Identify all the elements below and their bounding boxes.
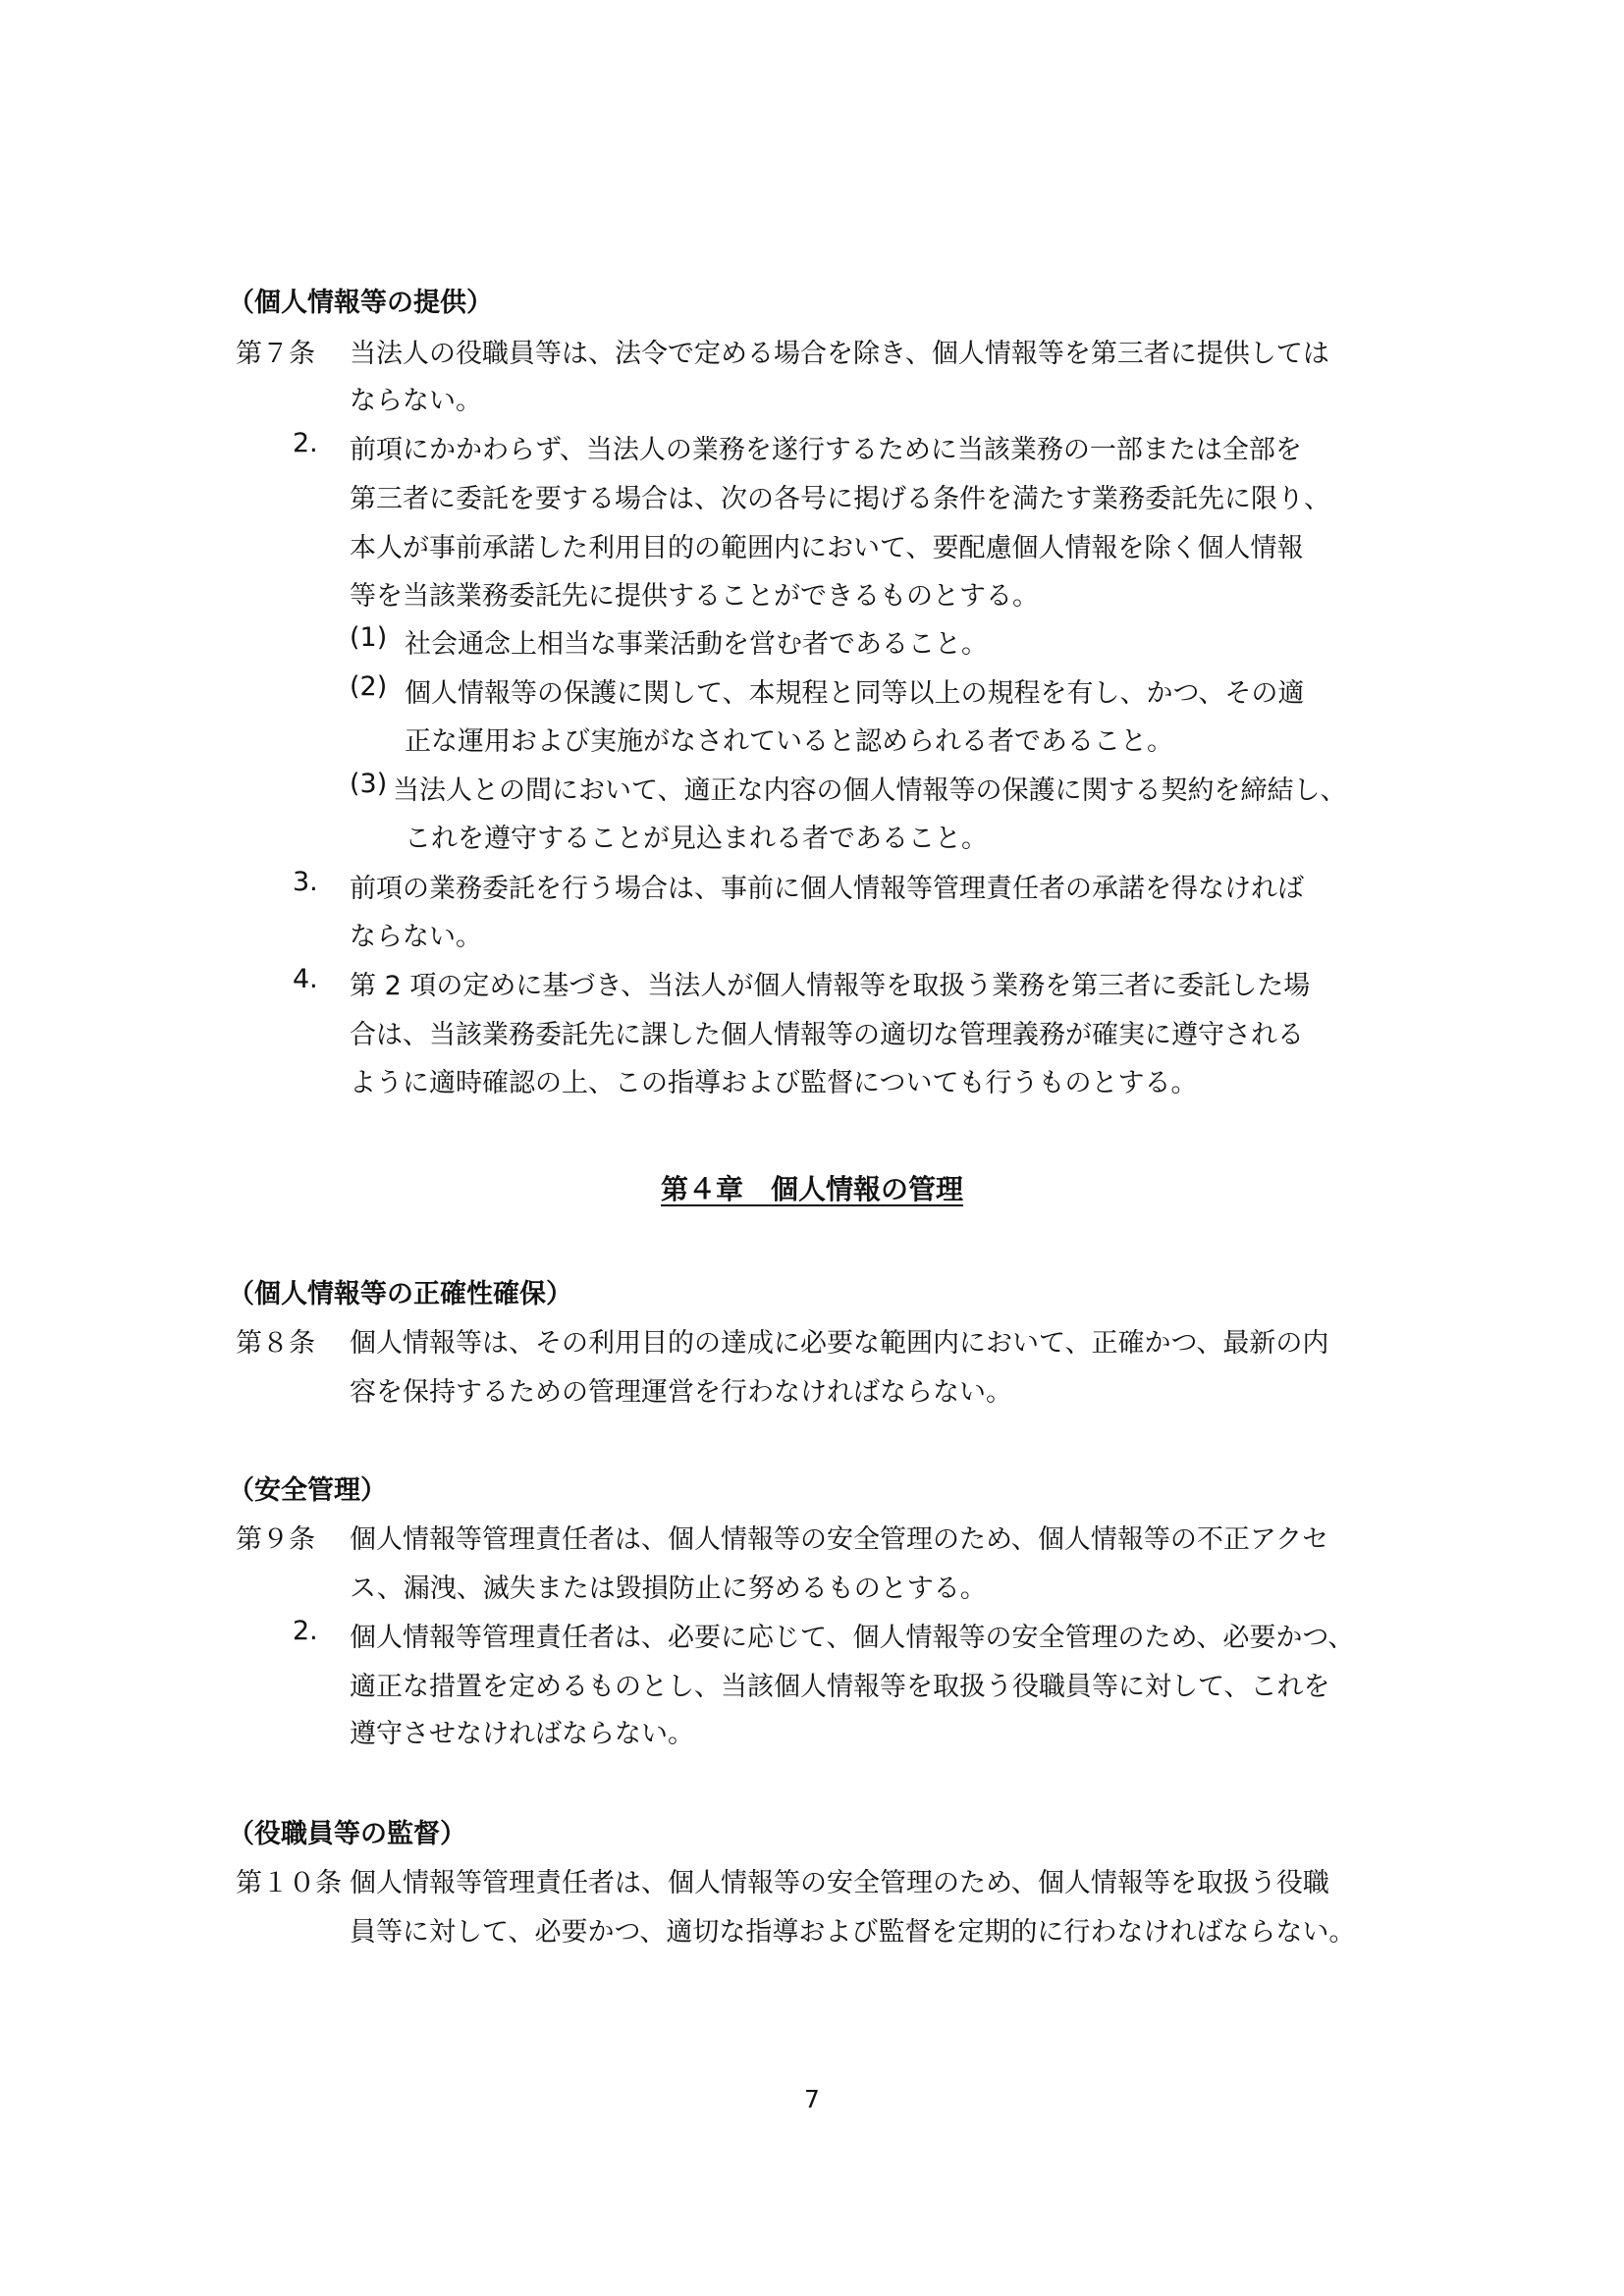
article-7-subitem-2-line-2: 正な運用および実施がなされていると認められる者であること。 <box>405 726 1173 757</box>
article-7-item-4-number: 4. <box>293 964 318 994</box>
article-10-heading: （役職員等の監督） <box>228 1819 466 1849</box>
page-number: 7 <box>804 2085 820 2113</box>
article-7-subitem-1-line-1: 社会通念上相当な事業活動を営む者であること。 <box>405 629 988 660</box>
article-8-line-2: 容を保持するための管理運営を行わなければならない。 <box>350 1377 1012 1408</box>
article-7-item-2-number: 2. <box>293 428 318 458</box>
article-9-line-2: ス、漏洩、滅失または毀損防止に努めるものとする。 <box>350 1574 987 1604</box>
article-7-heading: （個人情報等の提供） <box>228 288 493 318</box>
article-7-item-2-line-3: 本人が事前承諾した利用目的の範囲内において、要配慮個人情報を除く個人情報 <box>350 533 1304 563</box>
article-7-subitem-2-line-1: 個人情報等の保護に関して、本規程と同等以上の規程を有し、かつ、その適 <box>405 678 1305 709</box>
article-7-subitem-3-line-2: これを遵守することが見込まれる者であること。 <box>405 824 988 854</box>
article-8-line-1: 個人情報等は、その利用目的の達成に必要な範囲内において、正確かつ、最新の内 <box>350 1328 1329 1359</box>
article-8-heading: （個人情報等の正確性確保） <box>228 1279 572 1309</box>
article-7-subitem-1-number: (1) <box>350 622 388 653</box>
chapter-title-text: 第４章 個人情報の管理 <box>660 1173 963 1205</box>
article-7-item-4-line-3: ように適時確認の上、この指導および監督についても行うものとする。 <box>350 1068 1198 1098</box>
article-9-item-2-line-2: 適正な措置を定めるものとし、当該個人情報等を取扱う役職員等に対して、これを <box>350 1672 1330 1702</box>
article-9-heading: （安全管理） <box>228 1475 387 1506</box>
article-7-item-2-line-2: 第三者に委託を要する場合は、次の各号に掲げる条件を満たす業務委託先に限り、 <box>350 484 1330 514</box>
article-7-item-2-line-1: 前項にかかわらず、当法人の業務を遂行するために当該業務の一部または全部を <box>350 435 1302 465</box>
article-10-line-1: 個人情報等管理責任者は、個人情報等の安全管理のため、個人情報等を取扱う役職 <box>350 1868 1329 1898</box>
article-7-item-4-line-1: 第 2 項の定めに基づき、当法人が個人情報等を取扱う業務を第三者に委託した場 <box>350 971 1311 1001</box>
article-10-number: 第１０条 <box>236 1868 342 1898</box>
article-9-item-2-line-3: 遵守させなければならない。 <box>350 1719 694 1749</box>
article-9-item-2-line-1: 個人情報等管理責任者は、必要に応じて、個人情報等の安全管理のため、必要かつ、 <box>350 1623 1355 1653</box>
article-7-item-3-line-1: 前項の業務委託を行う場合は、事前に個人情報等管理責任者の承諾を得なければ <box>350 874 1304 904</box>
chapter-title <box>0 1168 1624 1207</box>
article-9-number: 第９条 <box>236 1524 315 1555</box>
article-7-item-3-line-2: ならない。 <box>350 922 482 952</box>
article-7-line-1: 当法人の役職員等は、法令で定める場合を除き、個人情報等を第三者に提供しては <box>350 339 1329 369</box>
article-9-item-2-number: 2. <box>293 1616 318 1646</box>
article-8-number: 第８条 <box>236 1328 315 1359</box>
article-7-subitem-3-number: (3) <box>350 769 388 799</box>
article-7-item-2-line-4: 等を当該業務委託先に提供することができるものとする。 <box>350 581 1039 612</box>
article-9-line-1: 個人情報等管理責任者は、個人情報等の安全管理のため、個人情報等の不正アクセ <box>350 1524 1329 1555</box>
article-7-line-2: ならない。 <box>350 386 482 416</box>
article-7-item-3-number: 3. <box>293 867 318 897</box>
article-7-subitem-2-number: (2) <box>350 671 388 702</box>
article-7-subitem-3-line-1: 当法人との間において、適正な内容の個人情報等の保護に関する契約を締結し、 <box>393 775 1347 806</box>
article-7-number: 第７条 <box>236 339 315 369</box>
article-10-line-2: 員等に対して、必要かつ、適切な指導および監督を定期的に行わなければならない。 <box>350 1917 1356 1948</box>
article-7-item-4-line-2: 合は、当該業務委託先に課した個人情報等の適切な管理義務が確実に遵守される <box>350 1020 1304 1050</box>
